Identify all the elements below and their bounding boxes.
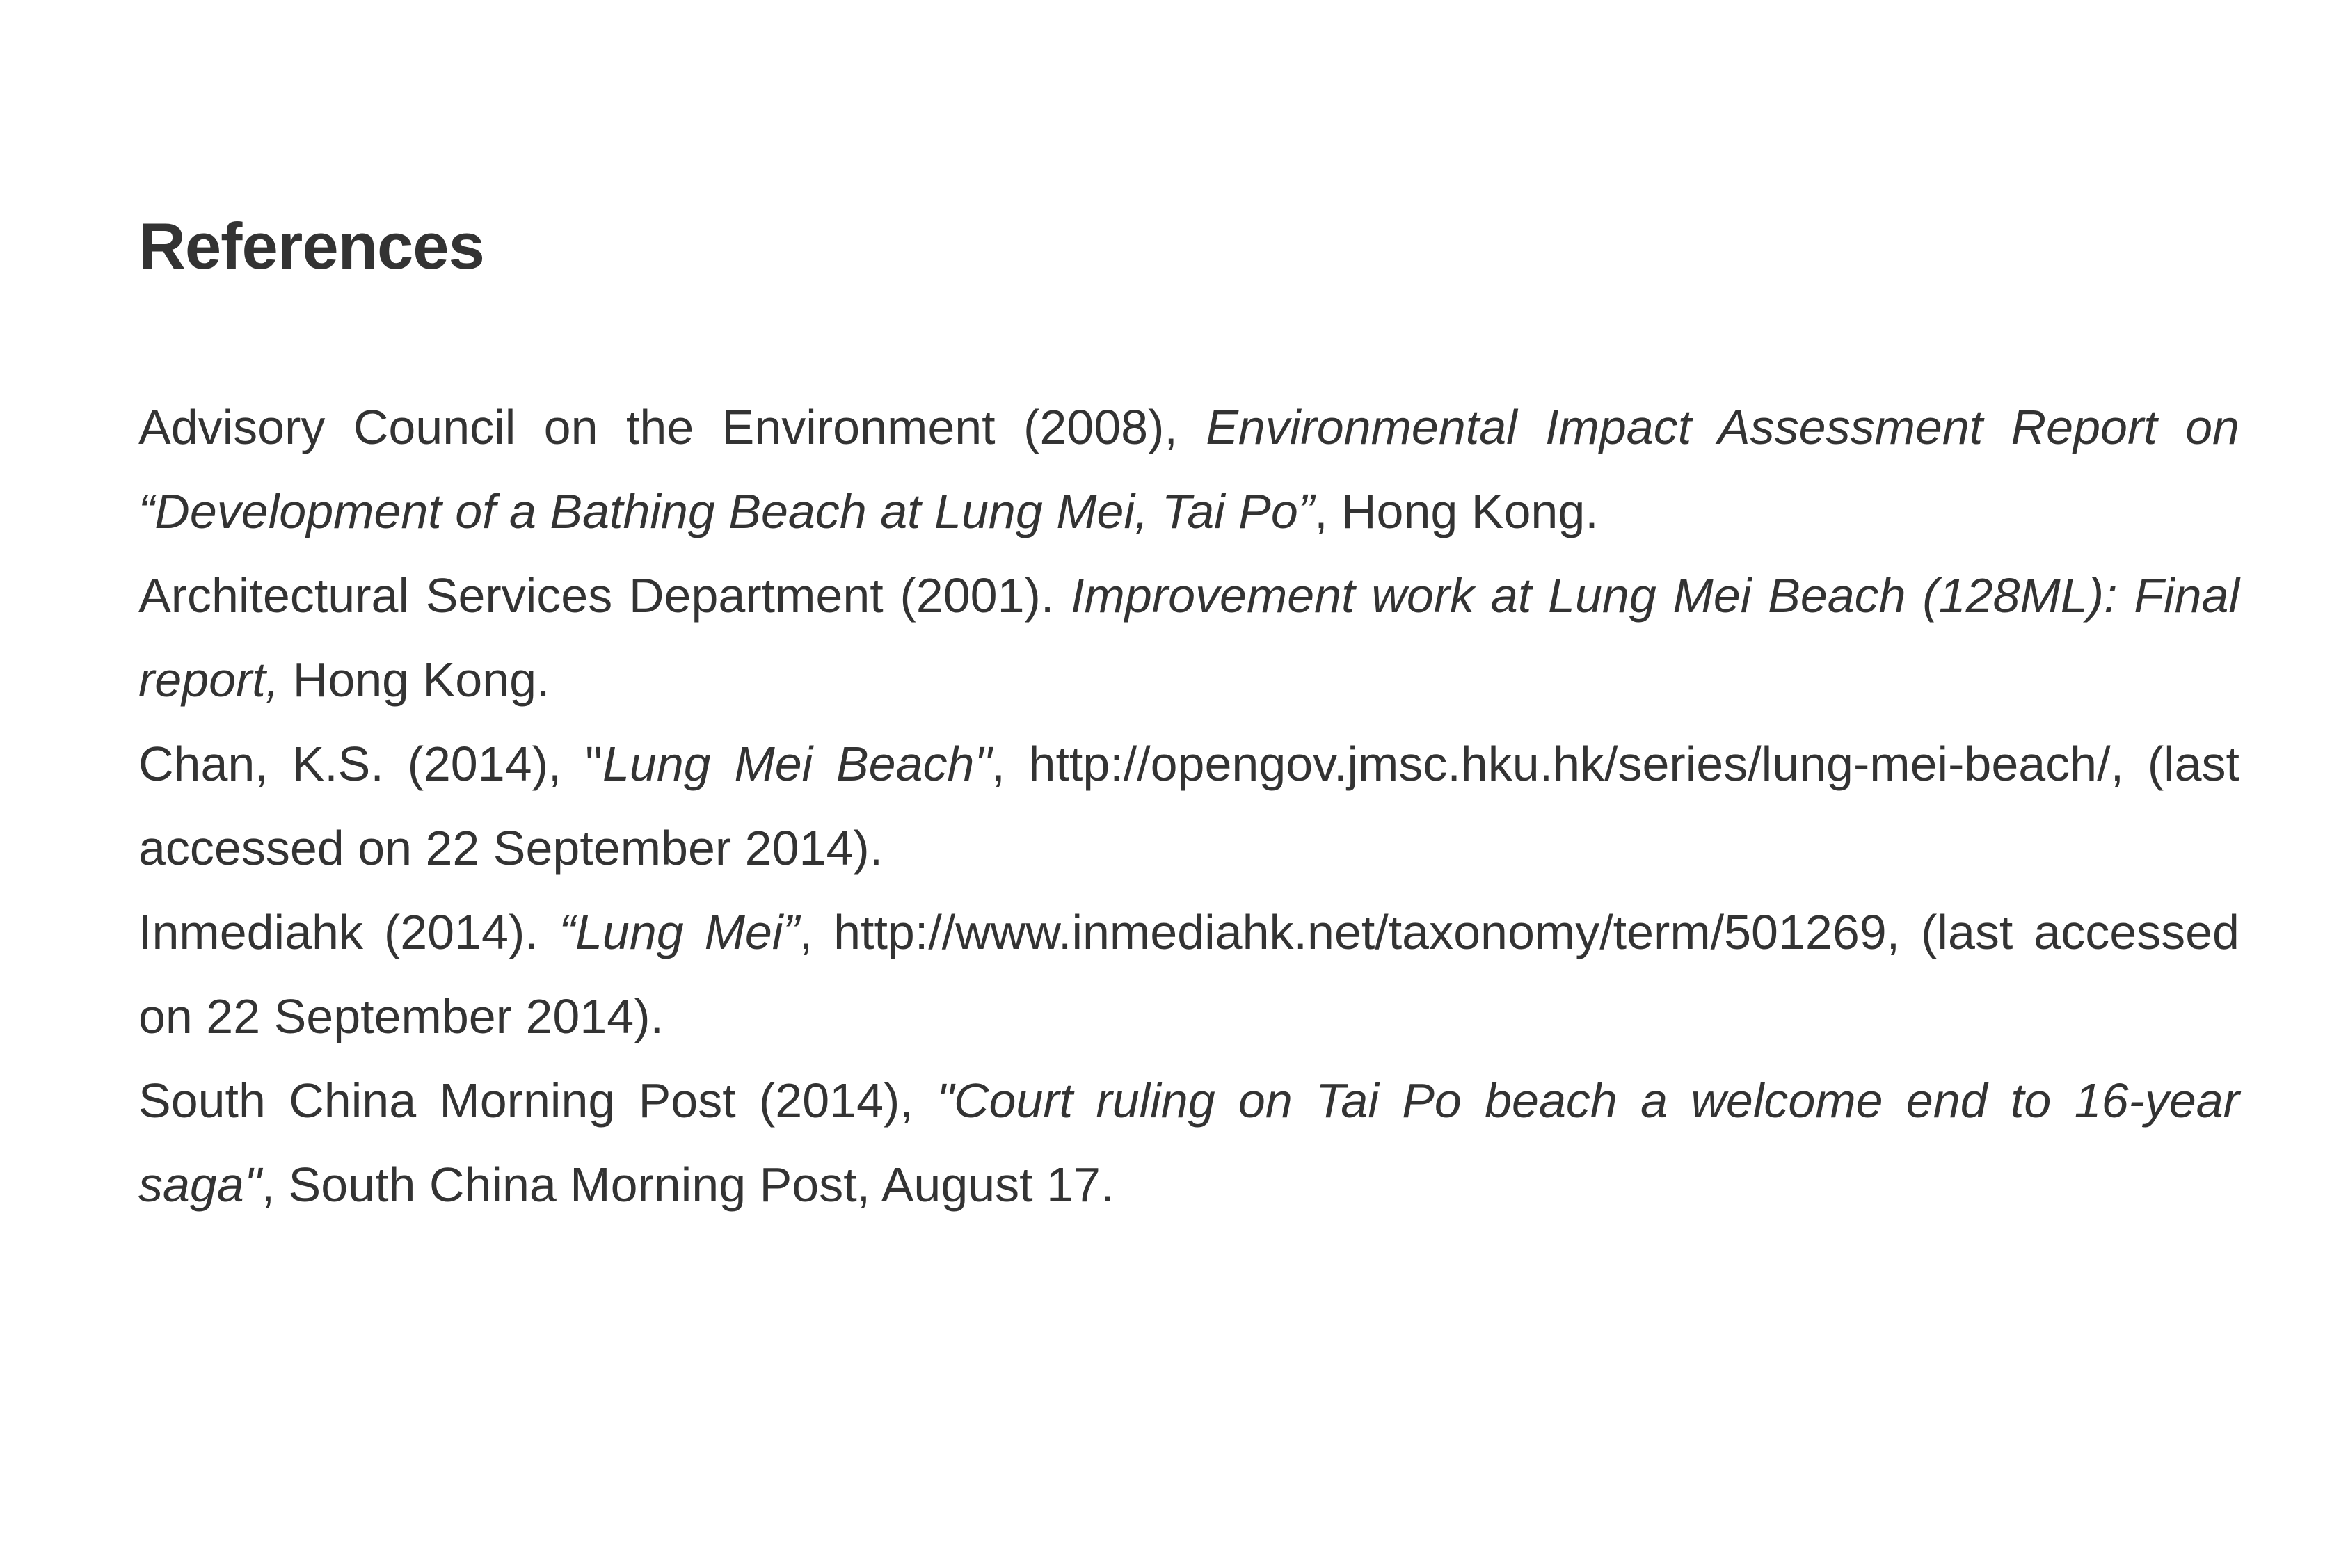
reference-item-ace-2008	[138, 385, 2239, 554]
reference-source: , South China Morning Post, August 17.	[261, 1158, 1115, 1213]
reference-title: Environmental Impact Assessment Report on “Development of a Bathing Beach at Lung Mei, Tai Po”	[138, 400, 2239, 539]
reference-title: "Court ruling on Tai Po beach a welcome end to 16-year saga"	[138, 1073, 2239, 1213]
document-page	[138, 209, 2239, 1227]
reference-source: , Hong Kong.	[1314, 484, 1599, 539]
reference-source: Hong Kong.	[279, 653, 550, 707]
reference-title: Lung Mei Beach"	[602, 737, 992, 792]
reference-list	[138, 385, 2239, 1227]
reference-item-asd-2001	[138, 554, 2239, 722]
reference-item-chan-2014	[138, 722, 2239, 890]
reference-authors: Chan, K.S. (2014), "	[138, 737, 602, 792]
reference-authors: Inmediahk (2014).	[138, 905, 559, 960]
reference-authors: Architectural Services Department (2001).	[138, 568, 1071, 623]
page-title: References	[138, 209, 484, 282]
reference-item-inmediahk-2014	[138, 890, 2239, 1059]
reference-source: , http://opengov.jmsc.hku.hk/series/lung-mei-beach/, (last accessed on 22 September 2014).	[138, 737, 2240, 876]
reference-title: “Lung Mei”	[559, 905, 799, 960]
reference-source: , http://www.inmediahk.net/taxonomy/term/501269, (last accessed on 22 September 2014).	[138, 905, 2239, 1044]
reference-authors: South China Morning Post (2014),	[138, 1073, 937, 1128]
reference-item-scmp-2014	[138, 1059, 2239, 1227]
reference-title: Improvement work at Lung Mei Beach (128ML): Final report,	[138, 568, 2239, 707]
reference-authors: Advisory Council on the Environment (2008),	[138, 400, 1206, 455]
